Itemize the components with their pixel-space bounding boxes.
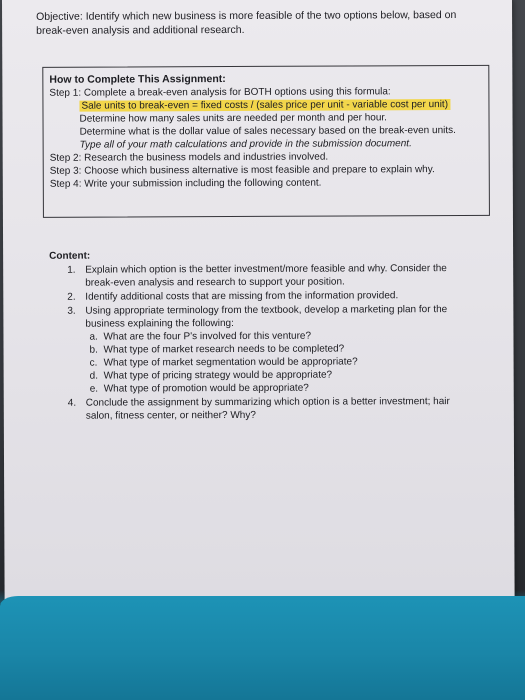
assignment-sheet: [2, 0, 515, 640]
step-4: Step 4: Write your submission including the following content.: [49, 177, 322, 190]
content-title: Content:: [49, 250, 91, 262]
sub-item-letter: c.: [89, 357, 98, 369]
sub-item-letter: d.: [89, 370, 99, 382]
objective-line-2: break-even analysis and additional research.: [36, 23, 245, 37]
item-text-line-1: Conclude the assignment by summarizing which option is a better investment; hair: [85, 396, 450, 409]
objective-line-1: Objective: Identify which new business is more feasible of the two options below, based on: [36, 9, 457, 23]
formula-line: [49, 98, 482, 113]
item-text-line-1: Explain which option is the better investment/more feasible and why. Consider the: [85, 263, 447, 276]
item-text-line-2: salon, fitness center, or neither? Why?: [85, 409, 256, 422]
list-item: [49, 289, 469, 304]
step-1-sub-1: Determine how many sales units are needed per month and per hour.: [79, 112, 387, 125]
list-item: [49, 262, 469, 290]
highlighted-formula: Sale units to break-even = fixed costs / (sales price per unit - variable cost per unit): [81, 99, 449, 112]
sub-item-text: What are the four P's involved for this venture?: [103, 330, 312, 343]
list-item: [49, 303, 469, 331]
sub-list-item: [50, 381, 470, 396]
instructions-box: [42, 65, 490, 218]
item-text-line-2: break-even analysis and research to support your position.: [85, 276, 345, 289]
step-1-sub-2: Determine what is the dollar value of sales necessary based on the break-even units.: [79, 125, 456, 138]
item-text-line-2: business explaining the following:: [85, 317, 234, 330]
item-text-line-1: Using appropriate terminology from the textbook, develop a marketing plan for the: [85, 304, 448, 317]
sub-item-text: What type of market research needs to be completed?: [103, 343, 345, 356]
objective-paragraph: [36, 8, 476, 38]
step-1: Step 1: Complete a break-even analysis for BOTH options using this formula:: [49, 86, 391, 99]
sub-item-text: What type of pricing strategy would be appropriate?: [103, 369, 333, 382]
sub-item-letter: e.: [89, 383, 99, 395]
item-number: 2.: [67, 291, 76, 303]
item-text-line-1: Identify additional costs that are missing from the information provided.: [85, 290, 399, 303]
content-section: [49, 248, 470, 423]
sub-item-text: What type of market segmentation would be appropriate?: [103, 356, 358, 369]
step-1-sub-3: Type all of your math calculations and provide in the submission document.: [79, 138, 412, 151]
step-2: Step 2: Research the business models and industries involved.: [49, 151, 329, 164]
item-number: 4.: [67, 397, 77, 409]
sub-item-letter: a.: [89, 331, 98, 343]
tablecloth: [0, 596, 525, 700]
step-3: Step 3: Choose which business alternative is most feasible and prepare to explain why.: [49, 164, 435, 177]
instructions-title: How to Complete This Assignment:: [49, 73, 226, 86]
sub-item-text: What type of promotion would be appropriate?: [103, 382, 309, 395]
list-item: [50, 395, 470, 423]
item-number: 1.: [67, 264, 76, 276]
item-number: 3.: [67, 305, 76, 317]
sub-item-letter: b.: [89, 344, 98, 356]
